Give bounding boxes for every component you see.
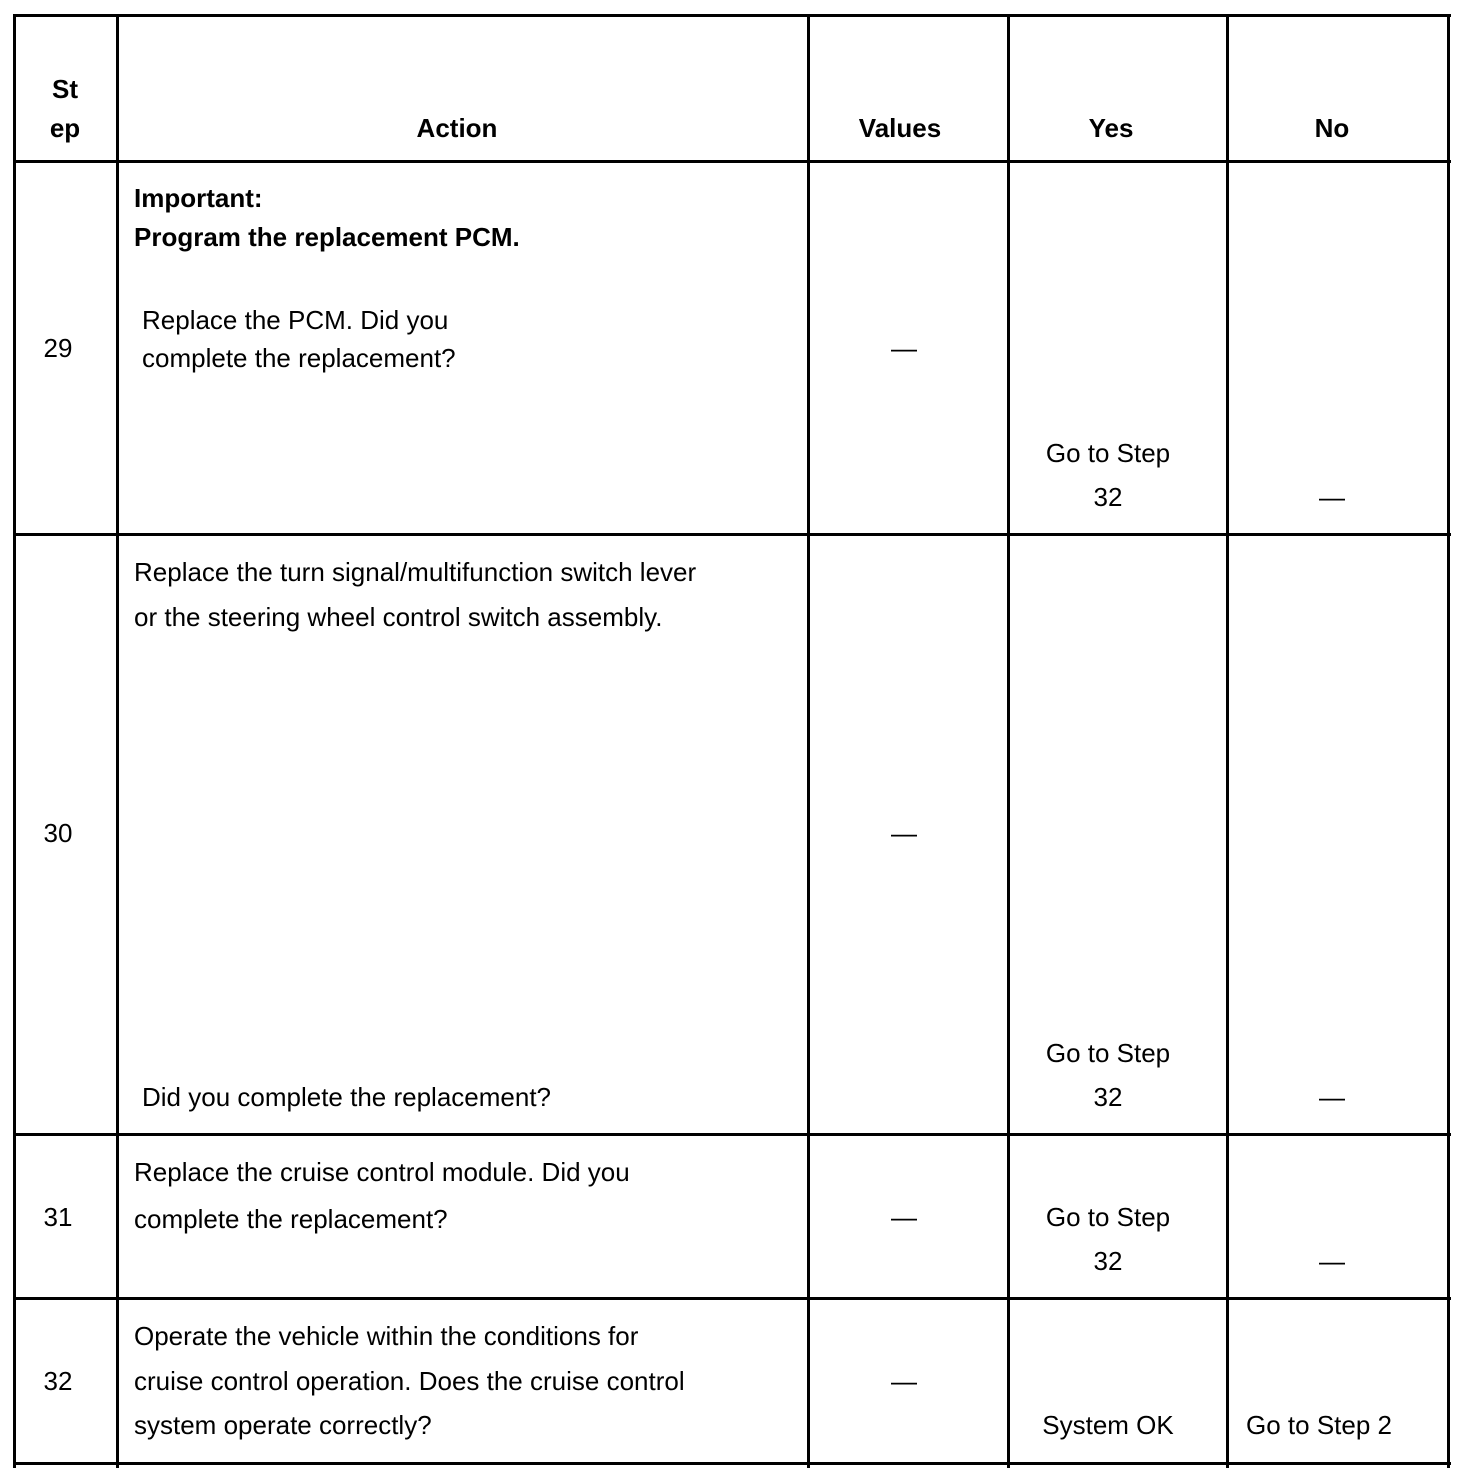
important-label: Important: [134,183,263,213]
yes-cell: Go to Step [1045,1202,1171,1232]
grid-line [13,1133,1451,1136]
grid-line [13,533,1451,536]
values-cell: — [891,1366,917,1396]
action-text: complete the replacement? [134,1204,448,1234]
no-cell: — [1319,1246,1345,1276]
yes-cell: 32 [1093,1246,1123,1276]
grid-line [13,14,16,1468]
grid-line [13,1297,1451,1300]
values-cell: — [891,333,917,363]
header-step-line2: ep [49,113,81,143]
action-text: cruise control operation. Does the cruise control [134,1366,685,1396]
action-text: complete the replacement? [142,343,456,373]
action-text: Did you complete the replacement? [142,1082,552,1112]
yes-cell: Go to Step [1045,1038,1171,1068]
yes-cell: Go to Step [1045,438,1171,468]
important-text: Program the replacement PCM. [134,222,520,252]
step-number: 32 [43,1366,73,1396]
action-text: system operate correctly? [134,1410,432,1440]
no-cell: — [1319,482,1345,512]
step-number: 29 [43,333,73,363]
grid-line [1447,14,1450,1468]
action-text: Operate the vehicle within the conditions for [134,1321,639,1351]
step-number: 30 [43,818,73,848]
yes-cell: 32 [1093,482,1123,512]
header-step-line1: St [52,74,78,104]
values-cell: — [891,818,917,848]
grid-line [13,1462,1451,1465]
yes-cell: System OK [1042,1410,1174,1440]
header-values: Values [858,113,942,143]
action-text: Replace the turn signal/multifunction switch lever [134,557,697,587]
header-no: No [1314,113,1350,143]
header-action: Action [416,113,498,143]
step-number: 31 [43,1202,73,1232]
values-cell: — [891,1202,917,1232]
grid-line [807,14,810,1468]
yes-cell: 32 [1093,1082,1123,1112]
action-text: Replace the cruise control module. Did you [134,1157,630,1187]
action-text: or the steering wheel control switch assembly. [134,602,663,632]
grid-line [116,14,119,1468]
no-cell: Go to Step 2 [1246,1410,1392,1440]
grid-line [13,160,1451,163]
action-text: Replace the PCM. Did you [142,305,449,335]
header-yes: Yes [1088,113,1134,143]
no-cell: — [1319,1082,1345,1112]
grid-line [13,14,1451,17]
